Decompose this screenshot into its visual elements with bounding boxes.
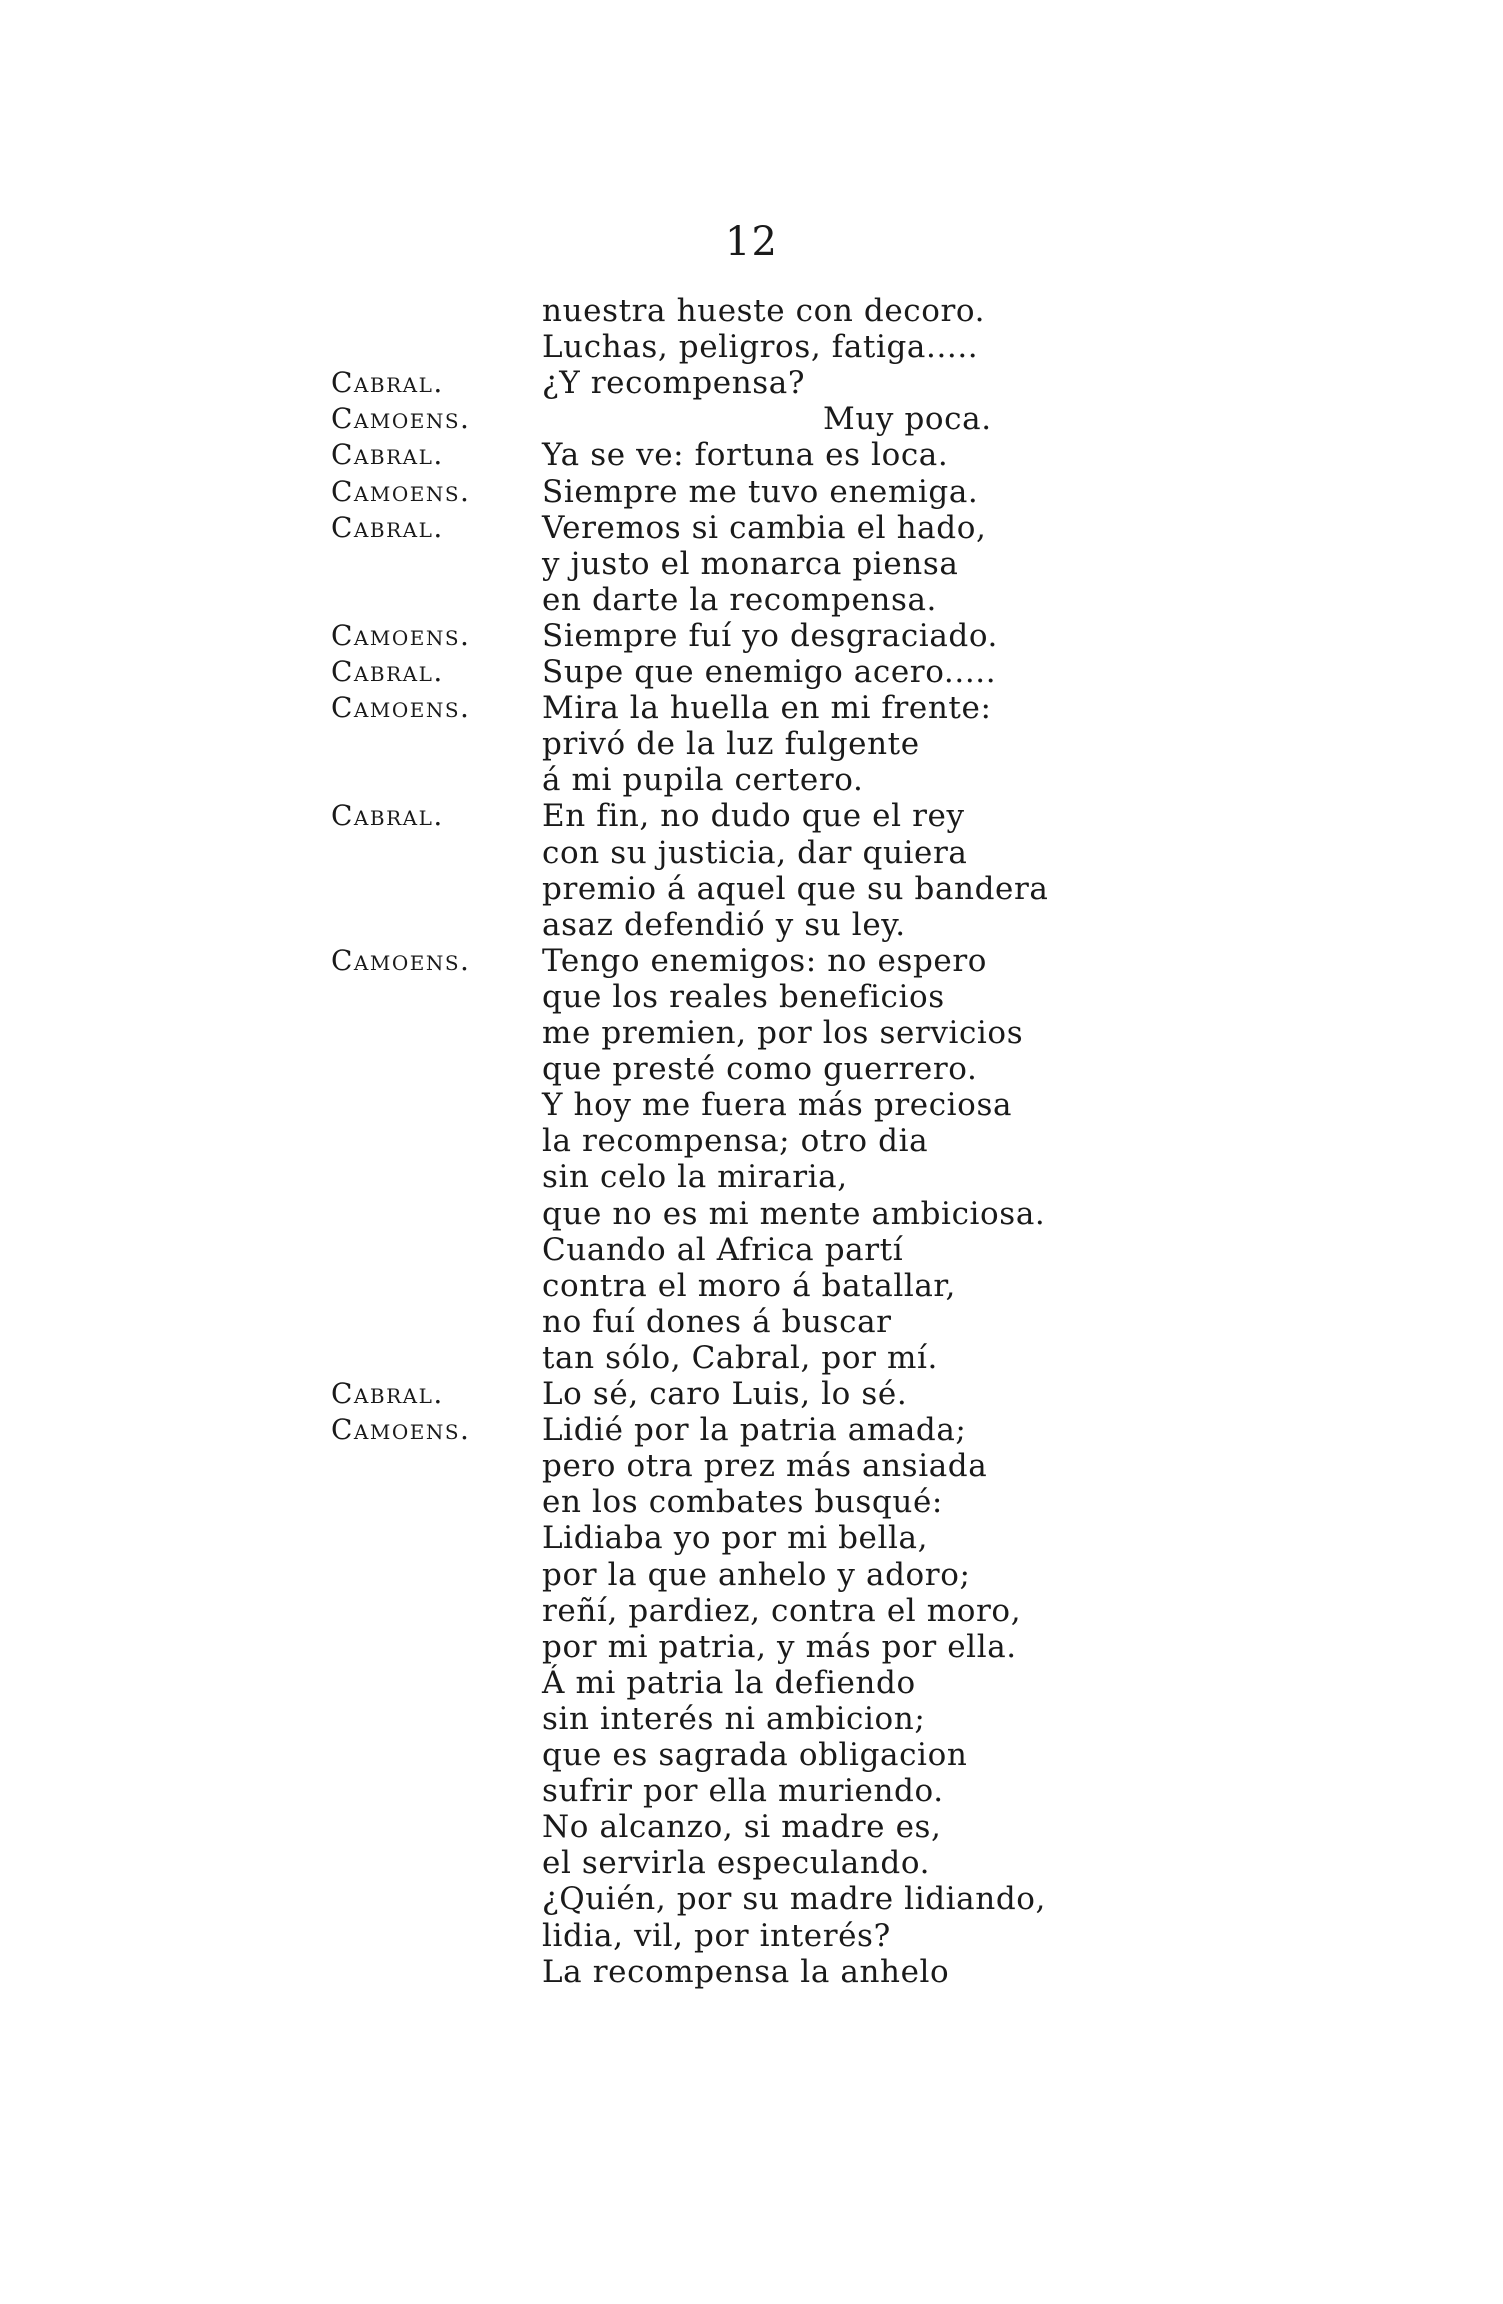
verse-line bbox=[0, 1015, 1503, 1051]
verse-line bbox=[0, 798, 1503, 834]
verse-text: sin celo la miraria, bbox=[542, 1159, 848, 1195]
speaker-name: Cabral. bbox=[331, 438, 444, 471]
verse-line bbox=[0, 1484, 1503, 1520]
speaker-name: Camoens. bbox=[331, 475, 471, 508]
verse-line bbox=[0, 510, 1503, 546]
verse-line bbox=[0, 1268, 1503, 1304]
verse-line bbox=[0, 1123, 1503, 1159]
verse-text: En fin, no dudo que el rey bbox=[542, 798, 965, 834]
verse-text: Luchas, peligros, fatiga..... bbox=[542, 329, 979, 365]
verse-line bbox=[0, 1845, 1503, 1881]
verse-text: Lidié por la patria amada; bbox=[542, 1412, 967, 1448]
verse-text: que los reales beneficios bbox=[542, 979, 945, 1015]
verse-text: en los combates busqué: bbox=[542, 1484, 943, 1520]
verse-line bbox=[0, 329, 1503, 365]
verse-line bbox=[0, 1557, 1503, 1593]
verse-text: La recompensa la anhelo bbox=[542, 1954, 950, 1990]
verse-text: no fuí dones á buscar bbox=[542, 1304, 892, 1340]
verse-text: Tengo enemigos: no espero bbox=[542, 943, 988, 979]
speaker-name: Camoens. bbox=[331, 944, 471, 977]
verse-text: Mira la huella en mi frente: bbox=[542, 690, 992, 726]
verse-line bbox=[0, 1918, 1503, 1954]
verse-text: privó de la luz fulgente bbox=[542, 726, 920, 762]
verse-line bbox=[0, 1593, 1503, 1629]
verse-line bbox=[0, 871, 1503, 907]
verse-text: y justo el monarca piensa bbox=[542, 546, 959, 582]
verse-line bbox=[0, 546, 1503, 582]
speaker-name: Cabral. bbox=[331, 655, 444, 688]
verse-text: lidia, vil, por interés? bbox=[542, 1918, 891, 1954]
speaker-name: Camoens. bbox=[331, 691, 471, 724]
verse-text: No alcanzo, si madre es, bbox=[542, 1809, 942, 1845]
verse-text: reñí, pardiez, contra el moro, bbox=[542, 1593, 1022, 1629]
verse-text: Supe que enemigo acero..... bbox=[542, 654, 997, 690]
verse-line bbox=[0, 762, 1503, 798]
verse-text: Siempre me tuvo enemiga. bbox=[542, 474, 979, 510]
verse-line bbox=[0, 1954, 1503, 1990]
verse-line bbox=[0, 835, 1503, 871]
verse-line bbox=[0, 1159, 1503, 1195]
verse-text: Veremos si cambia el hado, bbox=[542, 510, 987, 546]
verse-text: en darte la recompensa. bbox=[542, 582, 938, 618]
speaker-name: Camoens. bbox=[331, 619, 471, 652]
speaker-name: Cabral. bbox=[331, 366, 444, 399]
verse-text: sin interés ni ambicion; bbox=[542, 1701, 926, 1737]
verse-line bbox=[0, 1809, 1503, 1845]
verse-text: ¿Quién, por su madre lidiando, bbox=[542, 1881, 1046, 1917]
verse-text: tan sólo, Cabral, por mí. bbox=[542, 1340, 938, 1376]
page-number: 12 bbox=[725, 219, 778, 265]
verse-line bbox=[0, 582, 1503, 618]
verse-text: Y hoy me fuera más preciosa bbox=[542, 1087, 1013, 1123]
verse-text: pero otra prez más ansiada bbox=[542, 1448, 988, 1484]
verse-text: Lo sé, caro Luis, lo sé. bbox=[542, 1376, 908, 1412]
verse-text: Siempre fuí yo desgraciado. bbox=[542, 618, 999, 654]
speaker-name: Cabral. bbox=[331, 511, 444, 544]
verse-line bbox=[0, 293, 1503, 329]
verse-line bbox=[0, 726, 1503, 762]
verse-line bbox=[0, 1881, 1503, 1917]
verse-line bbox=[0, 474, 1503, 510]
verse-text: por mi patria, y más por ella. bbox=[542, 1629, 1017, 1665]
verse-text: con su justicia, dar quiera bbox=[542, 835, 968, 871]
verse-line bbox=[0, 437, 1503, 473]
verse-line bbox=[0, 907, 1503, 943]
verse-text: que presté como guerrero. bbox=[542, 1051, 978, 1087]
verse-line bbox=[0, 1448, 1503, 1484]
verse-text: que no es mi mente ambiciosa. bbox=[542, 1196, 1046, 1232]
verse-line bbox=[0, 979, 1503, 1015]
verse-text: premio á aquel que su bandera bbox=[542, 871, 1049, 907]
verse-line bbox=[0, 1520, 1503, 1556]
verse-line bbox=[0, 1701, 1503, 1737]
verse-text: Muy poca. bbox=[823, 401, 992, 437]
speaker-name: Cabral. bbox=[331, 799, 444, 832]
verse-text: contra el moro á batallar, bbox=[542, 1268, 956, 1304]
verse-line bbox=[0, 1773, 1503, 1809]
verse-text: Cuando al Africa partí bbox=[542, 1232, 904, 1268]
verse-text: asaz defendió y su ley. bbox=[542, 907, 906, 943]
verse-line bbox=[0, 365, 1503, 401]
verse-line bbox=[0, 1087, 1503, 1123]
verse-line bbox=[0, 1376, 1503, 1412]
verse-text: la recompensa; otro dia bbox=[542, 1123, 929, 1159]
verse-text: ¿Y recompensa? bbox=[542, 365, 806, 401]
verse-text: por la que anhelo y adoro; bbox=[542, 1557, 971, 1593]
verse-line bbox=[0, 690, 1503, 726]
verse-text: Lidiaba yo por mi bella, bbox=[542, 1520, 929, 1556]
verse-text: el servirla especulando. bbox=[542, 1845, 931, 1881]
verse-line bbox=[0, 1232, 1503, 1268]
verse-text: que es sagrada obligacion bbox=[542, 1737, 968, 1773]
verse-line bbox=[0, 1629, 1503, 1665]
verse-text: Ya se ve: fortuna es loca. bbox=[542, 437, 949, 473]
verse-line bbox=[0, 1412, 1503, 1448]
verse-line bbox=[0, 1340, 1503, 1376]
verse-line bbox=[0, 1304, 1503, 1340]
verse-text: sufrir por ella muriendo. bbox=[542, 1773, 944, 1809]
verse-text: nuestra hueste con decoro. bbox=[542, 293, 986, 329]
verse-line bbox=[0, 401, 1503, 437]
verse-line bbox=[0, 654, 1503, 690]
verse-text: me premien, por los servicios bbox=[542, 1015, 1024, 1051]
verse-line bbox=[0, 943, 1503, 979]
verse-text: á mi pupila certero. bbox=[542, 762, 864, 798]
verse-line bbox=[0, 1665, 1503, 1701]
speaker-name: Camoens. bbox=[331, 1413, 471, 1446]
verse-line bbox=[0, 618, 1503, 654]
speaker-name: Camoens. bbox=[331, 402, 471, 435]
verse-line bbox=[0, 1737, 1503, 1773]
verse-line bbox=[0, 1196, 1503, 1232]
verse-line bbox=[0, 1051, 1503, 1087]
speaker-name: Cabral. bbox=[331, 1377, 444, 1410]
verse-text: Á mi patria la defiendo bbox=[542, 1665, 916, 1701]
